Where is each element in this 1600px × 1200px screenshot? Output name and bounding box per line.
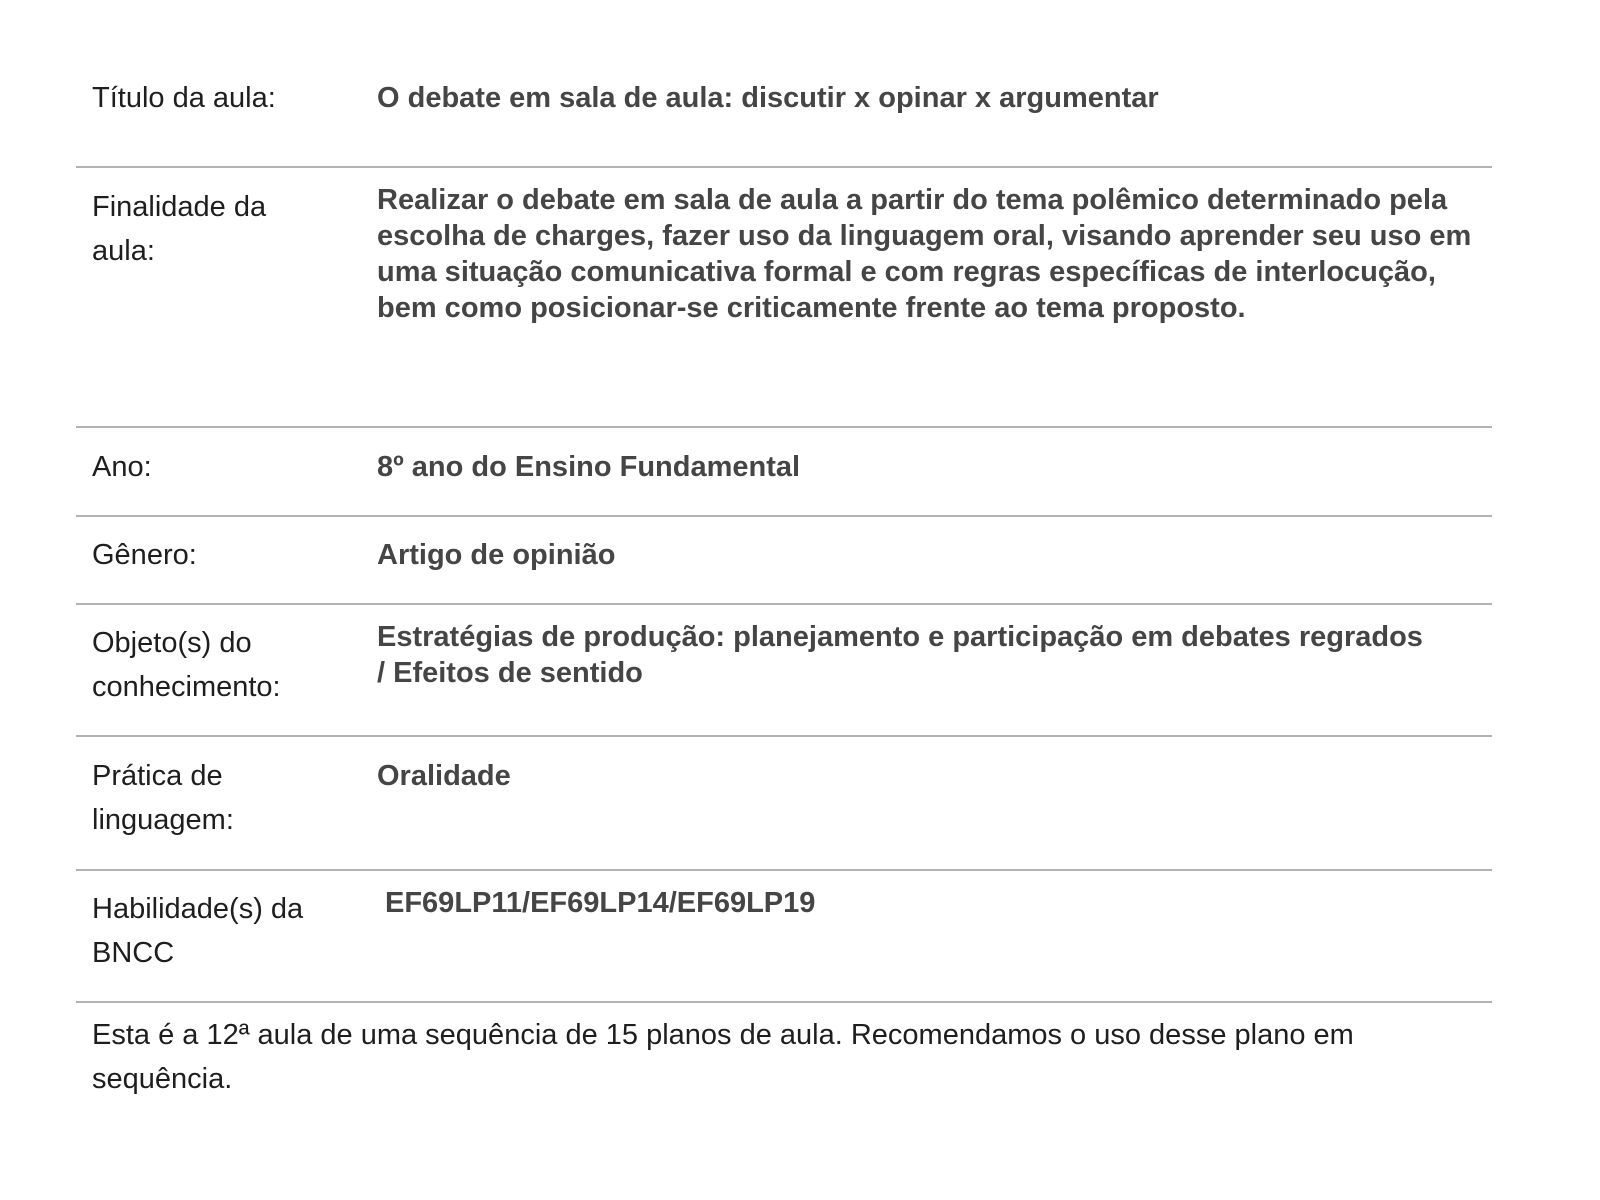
lesson-title-value: O debate em sala de aula: discutir x opinar x argumentar (377, 82, 1159, 114)
row-label: Prática de linguagem: (92, 760, 234, 836)
row-label: Título da aula: (92, 82, 276, 114)
row-label: Finalidade da aula: (92, 191, 267, 267)
divider (76, 1001, 1492, 1003)
lesson-purpose-value: Realizar o debate em sala de aula a partir do tema polêmico determinado pela escolha de charges, fazer uso da linguagem oral, visando aprender seu uso em uma situação comunicativa formal e com regras específicas de interlocução, bem como posicionar-se criticamente frente ao tema proposto. (377, 184, 1472, 324)
row-label: Gênero: (92, 539, 197, 571)
language-practice-value: Oralidade (377, 760, 511, 792)
divider (76, 735, 1492, 737)
genre-value: Artigo de opinião (377, 539, 616, 571)
row-label: Objeto(s) do conhecimento: (92, 627, 281, 703)
row-label: Habilidade(s) da BNCC (92, 893, 304, 969)
knowledge-objects-value: Estratégias de produção: planejamento e participação em debates regrados / Efeitos de sentido (377, 621, 1423, 689)
bncc-skills-value: EF69LP11/EF69LP14/EF69LP19 (385, 887, 816, 919)
sequence-note: Esta é a 12ª aula de uma sequência de 15 planos de aula. Recomendamos o uso desse plano em sequência. (92, 1019, 1354, 1095)
divider (76, 603, 1492, 605)
divider (76, 166, 1492, 168)
grade-value: 8º ano do Ensino Fundamental (377, 451, 801, 483)
divider (76, 869, 1492, 871)
divider (76, 515, 1492, 517)
divider (76, 426, 1492, 428)
row-label: Ano: (92, 451, 152, 483)
